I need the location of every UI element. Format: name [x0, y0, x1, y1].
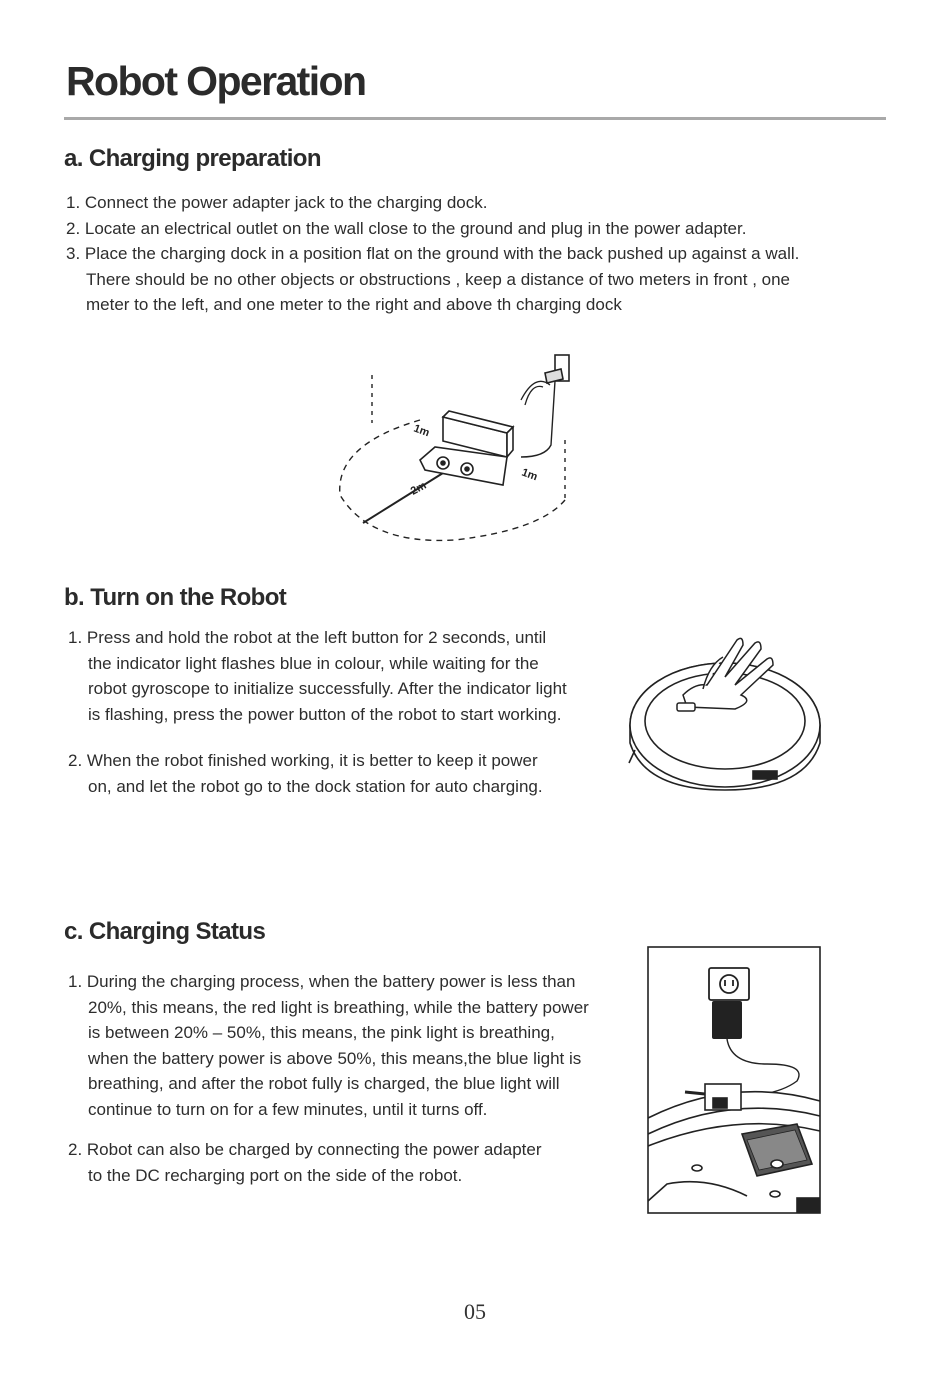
section-b-line: the indicator light flashes blue in colour, while waiting for the [88, 653, 539, 673]
section-a-line: meter to the left, and one meter to the right and above th charging dock [86, 295, 622, 314]
section-c-line: is between 20% – 50%, this means, the pink light is breathing, [88, 1023, 555, 1042]
section-c-line: when the battery power is above 50%, this means,the blue light is [88, 1048, 582, 1068]
section-b-line: 1. Press and hold the robot at the left button for 2 seconds, until [68, 628, 547, 647]
left-distance-label: 1m [411, 422, 432, 440]
section-a-line: 3. Place the charging dock in a position flat on the ground with the back pushed up against a wall. [66, 244, 800, 263]
section-b-item-1 [68, 625, 567, 727]
page-title: Robot Operation [66, 58, 366, 104]
section-c-heading: c. Charging Status [64, 918, 266, 945]
section-b-item-2 [68, 748, 543, 799]
charging-dock-diagram [325, 345, 585, 550]
section-c-line: 1. During the charging process, when the battery power is less than [68, 972, 576, 991]
wall-outlet-icon [545, 355, 569, 383]
section-a-line: 2. Locate an electrical outlet on the wall close to the ground and plug in the power adapter. [66, 218, 747, 238]
section-b-line: robot gyroscope to initialize successfully. After the indicator light [88, 679, 567, 698]
hand-icon [521, 381, 550, 405]
page-number: 05 [464, 1299, 486, 1324]
power-adapter-icon [712, 1001, 742, 1039]
section-c-line: continue to turn on for a few minutes, until it turns off. [88, 1099, 488, 1119]
front-distance-label: 2m [408, 479, 429, 498]
section-c-line: breathing, and after the robot fully is charged, the blue light will [88, 1074, 560, 1093]
charging-dock-icon [420, 411, 513, 485]
section-c-line: to the DC recharging port on the side of the robot. [88, 1165, 463, 1185]
title-divider [64, 117, 886, 120]
section-a-line: There should be no other objects or obstructions , keep a distance of two meters in front , one [86, 269, 791, 289]
section-a-heading: a. Charging preparation [64, 145, 321, 172]
section-a-line: 1. Connect the power adapter jack to the charging dock. [66, 193, 488, 212]
section-c-item-2 [68, 1137, 542, 1188]
section-b-line: on, and let the robot go to the dock station for auto charging. [88, 776, 543, 796]
section-c-line: 20%, this means, the red light is breathing, while the battery power [88, 997, 589, 1017]
section-b-line: 2. When the robot finished working, it is better to keep it power [68, 751, 538, 770]
section-c-item-1 [68, 969, 589, 1122]
section-a-text [66, 190, 799, 318]
section-c-line: 2. Robot can also be charged by connecting the power adapter [68, 1140, 542, 1159]
right-distance-label: 1m [519, 466, 540, 484]
section-b-line: is flashing, press the power button of the robot to start working. [88, 704, 562, 724]
robot-power-on-illustration [625, 625, 825, 800]
dc-charging-illustration [647, 946, 822, 1214]
wall-outlet-icon [709, 968, 749, 1000]
section-b-heading: b. Turn on the Robot [64, 584, 287, 611]
